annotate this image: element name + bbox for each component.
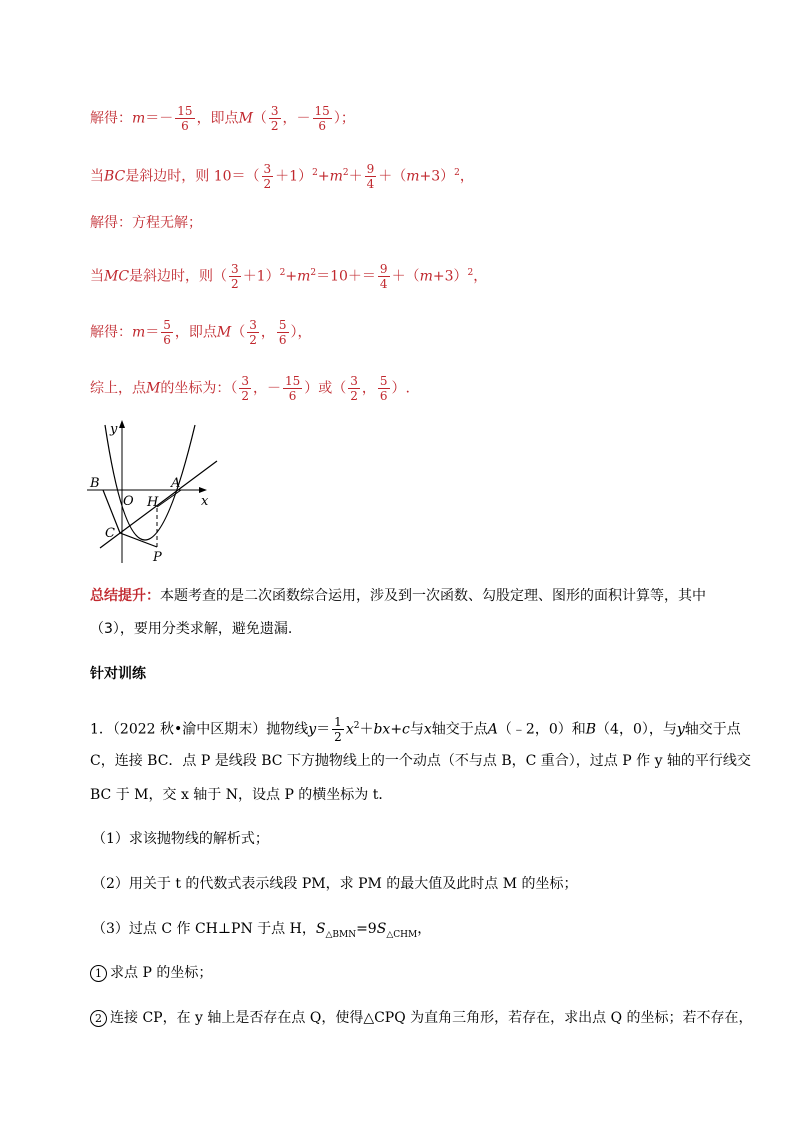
- solution-line-3: 解得：方程无解；: [90, 215, 202, 231]
- var: m: [132, 110, 146, 127]
- sub-question-1: 1 求点 P 的坐标；: [90, 963, 212, 983]
- fraction: $\frac{3}{2}$: [231, 262, 239, 291]
- summary-title: 总结提升：: [90, 588, 160, 604]
- fraction: $\frac{3}{2}$: [350, 374, 358, 403]
- fraction: $\frac{9}{4}$: [379, 262, 388, 291]
- text: ，即点: [196, 110, 239, 127]
- text: （: [252, 110, 267, 127]
- circled-number: 2: [90, 1010, 107, 1027]
- fraction: $\frac{3}{2}$: [270, 104, 279, 133]
- circled-number: 1: [90, 965, 107, 982]
- fraction: $\frac{3}{2}$: [241, 374, 249, 403]
- problem-line-1: 1．（2022 秋•渝中区期末）抛物线y＝ $\frac{1}{2}$ $x^2+bx+c$与x轴交于点A（﹣2，0）和B（4，0），与y轴交于点: [90, 715, 741, 744]
- parabola-figure: [85, 415, 225, 565]
- fraction: $\frac{5}{6}$: [379, 374, 388, 403]
- summary-line-2: （3），要用分类求解，避免遗漏.: [90, 621, 293, 637]
- solution-line-2: 当BC是斜边时，则 10＝（ $\frac{3}{2}$ $+1)^2+m^2+$ $\frac{9}{4}$ $+(m+3)^2$，: [90, 162, 474, 191]
- text: ，－: [282, 110, 311, 127]
- fraction: $\frac{9}{4}$: [366, 162, 375, 191]
- text: ＝－: [145, 110, 174, 127]
- label-a: A: [171, 476, 181, 491]
- line-ha: [157, 490, 181, 507]
- solution-line-1: [90, 104, 355, 133]
- label-b: B: [90, 476, 100, 491]
- question-2: （2）用关于 t 的代数式表示线段 PM，求 PM 的最大值及此时点 M 的坐标；: [92, 876, 578, 892]
- y-axis-arrow: [119, 420, 125, 428]
- text: ）；: [333, 110, 355, 127]
- question-3: （3）过点 C 作 CH⊥PN 于点 H，$S_{\triangle BMN}=9S_{\triangle CHM}$，: [92, 921, 432, 940]
- fraction: $\frac{5}{6}$: [163, 318, 171, 347]
- fraction: $\frac{1}{2}$: [334, 715, 342, 744]
- fraction: $\frac{3}{2}$: [263, 162, 272, 191]
- fraction: $\frac{3}{2}$: [249, 318, 257, 347]
- line-cp: [120, 533, 157, 547]
- label-c: C: [105, 526, 115, 541]
- sub-question-2: 2 连接 CP，在 y 轴上是否存在点 Q，使得△CPQ 为直角三角形，若存在，求出点 Q 的坐标；若不存在，: [90, 1008, 753, 1028]
- var: M: [238, 110, 253, 127]
- fraction: $\frac{15}{6}$: [314, 104, 330, 133]
- parabola-curve: [105, 425, 195, 540]
- fraction: $\frac{15}{6}$: [177, 104, 193, 133]
- x-axis-arrow: [199, 487, 207, 493]
- fraction: $\frac{15}{6}$: [284, 374, 301, 403]
- summary-text: 本题考查的是二次函数综合运用，涉及到一次函数、勾股定理、图形的面积计算等，其中: [160, 588, 706, 604]
- solution-line-4: 当MC是斜边时，则（ $\frac{3}{2}$ $+1)^2+m^2=10+=$ $\frac{9}{4}$ $+(m+3)^2$，: [90, 262, 488, 291]
- label-x: x: [201, 494, 209, 509]
- label-p: P: [153, 550, 162, 565]
- summary-line-1: [90, 586, 706, 606]
- solution-line-5: 解得：m＝ $\frac{5}{6}$ ，即点M（ $\frac{3}{2}$ ， $\frac{5}{6}$ ），: [90, 318, 312, 347]
- label-h: H: [147, 495, 159, 510]
- label-o: O: [123, 494, 134, 509]
- question-1: （1）求该抛物线的解析式；: [92, 831, 269, 847]
- fraction: $\frac{5}{6}$: [278, 318, 287, 347]
- label-y: y: [110, 422, 118, 437]
- problem-line-2: C，连接 BC．点 P 是线段 BC 下方抛物线上的一个动点（不与点 B，C 重合），过点 P 作 y 轴的平行线交: [90, 753, 751, 769]
- text: 解得：: [90, 110, 132, 127]
- line-ca: [100, 461, 217, 548]
- section-title: 针对训练: [90, 666, 146, 682]
- problem-line-3: BC 于 M，交 x 轴于 N，设点 P 的横坐标为 t．: [90, 787, 393, 803]
- conclusion-line: 综上，点M的坐标为：（ $\frac{3}{2}$ ，－ $\frac{15}{6}$ ）或（ $\frac{3}{2}$ ， $\frac{5}{6}$ ）.: [90, 374, 410, 403]
